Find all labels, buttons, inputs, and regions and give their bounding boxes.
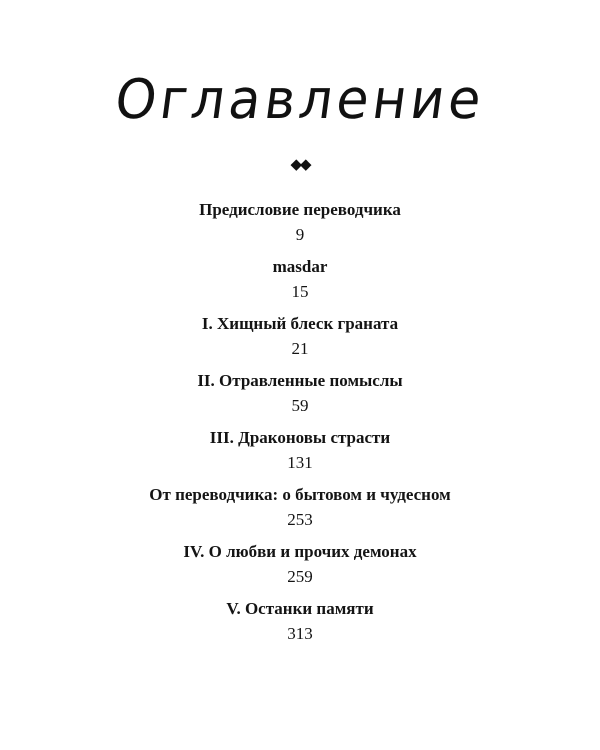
- toc-entry-page: 253: [287, 510, 313, 529]
- page-title: Оглавление: [111, 68, 489, 132]
- toc-entry-title: Предисловие переводчика: [199, 200, 401, 219]
- toc-entry[interactable]: [0, 484, 600, 541]
- toc-entry-title: От переводчика: о бытовом и чудесном: [149, 485, 451, 504]
- toc-entry[interactable]: [0, 541, 600, 598]
- toc-entry-title: V. Останки памяти: [226, 599, 374, 618]
- toc-entry-page: 9: [295, 225, 305, 244]
- toc-entry-title: II. Отравленные помыслы: [197, 371, 403, 390]
- toc-entry[interactable]: [0, 199, 600, 256]
- toc-entry-title: IV. О любви и прочих демонах: [183, 542, 417, 561]
- toc-entry-title: masdar: [272, 257, 328, 276]
- toc-entry-page: 131: [287, 453, 313, 472]
- toc-entry-page: 15: [291, 282, 309, 301]
- toc-entry-title: I. Хищный блеск граната: [201, 314, 399, 333]
- toc-entry-page: 59: [291, 396, 309, 415]
- toc-entry-page: 259: [287, 567, 313, 586]
- toc-entry[interactable]: [0, 370, 600, 427]
- toc-entry[interactable]: [0, 427, 600, 484]
- toc-entry-page: 313: [287, 624, 313, 643]
- toc-entry[interactable]: [0, 313, 600, 370]
- toc-entry-page: 21: [291, 339, 309, 358]
- toc-entry-title: III. Драконовы страсти: [209, 428, 391, 447]
- toc-entry[interactable]: [0, 256, 600, 313]
- toc-entry[interactable]: [0, 598, 600, 655]
- table-of-contents: [0, 199, 600, 655]
- ornament-diamonds-icon: ◆◆: [290, 157, 310, 173]
